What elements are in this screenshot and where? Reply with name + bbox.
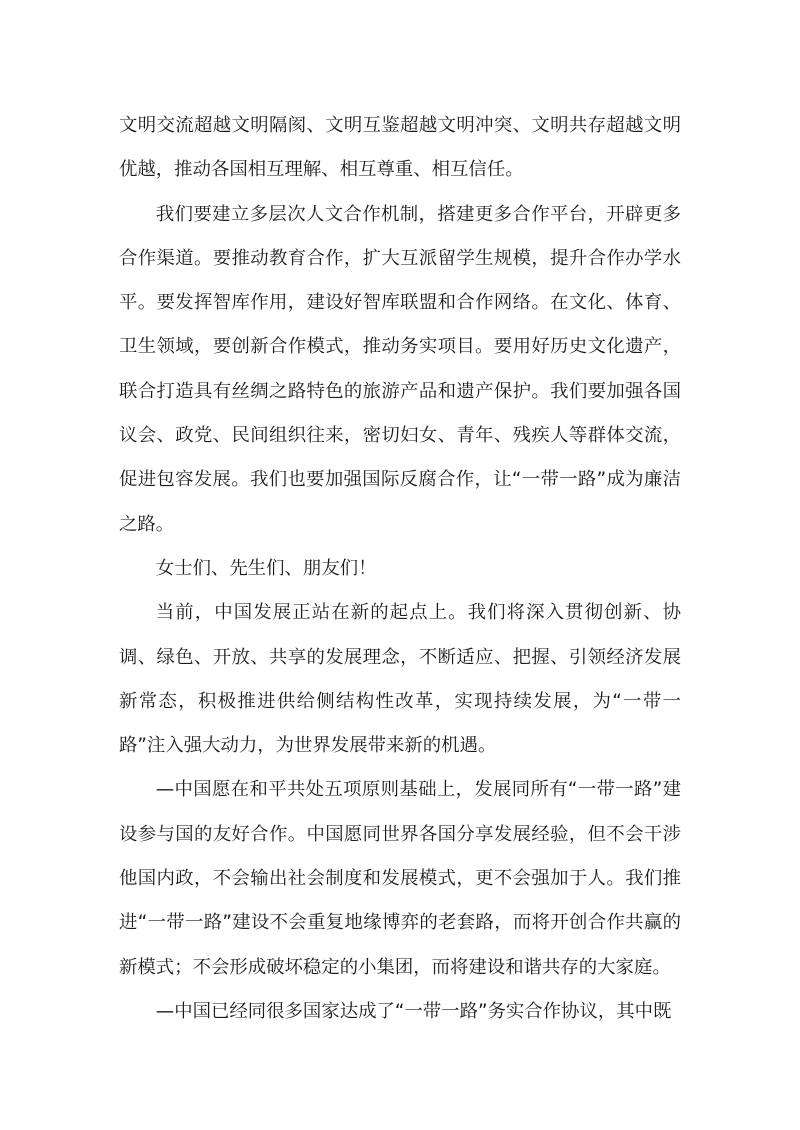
paragraph-china-development: 当前，中国发展正站在新的起点上。我们将深入贯彻创新、协调、绿色、开放、共享的发展理念，不断适应、把握、引领经济发展新常态，积极推进供给侧结构性改革，实现持续发展，为“一带一路”注入强大动力，为世界发展带来新的机遇。 — [119, 602, 681, 757]
paragraph-salutation: 女士们、先生们、朋友们！ — [155, 557, 377, 579]
paragraph-continuation: 文明交流超越文明隔阂、文明互鉴超越文明冲突、文明共存超越文明优越，推动各国相互理解、相互尊重、相互信任。 — [119, 115, 681, 181]
paragraph-friendly-cooperation: —中国愿在和平共处五项原则基础上，发展同所有“一带一路”建设参与国的友好合作。中国愿同世界各国分享发展经验，但不会干涉他国内政，不会输出社会制度和发展模式，更不会强加于人。我们推进“一带一路”建设不会重复地缘博弈的老套路，而将开创合作共赢的新模式；不会形成破坏稳定的小集团，而将建设和谐共存的大家庭。 — [119, 779, 681, 978]
paragraph-cultural-cooperation: 我们要建立多层次人文合作机制，搭建更多合作平台，开辟更多合作渠道。要推动教育合作，扩大互派留学生规模，提升合作办学水平。要发挥智库作用，建设好智库联盟和合作网络。在文化、体育、卫生领域，要创新合作模式，推动务实项目。要用好历史文化遗产，联合打造具有丝绸之路特色的旅游产品和遗产保护。我们要加强各国议会、政党、民间组织往来，密切妇女、青年、残疾人等群体交流，促进包容发展。我们也要加强国际反腐合作，让“一带一路”成为廉洁之路。 — [119, 203, 681, 535]
document-page — [119, 104, 681, 1034]
paragraph-agreements: —中国已经同很多国家达成了“一带一路”务实合作协议，其中既 — [155, 1000, 672, 1022]
